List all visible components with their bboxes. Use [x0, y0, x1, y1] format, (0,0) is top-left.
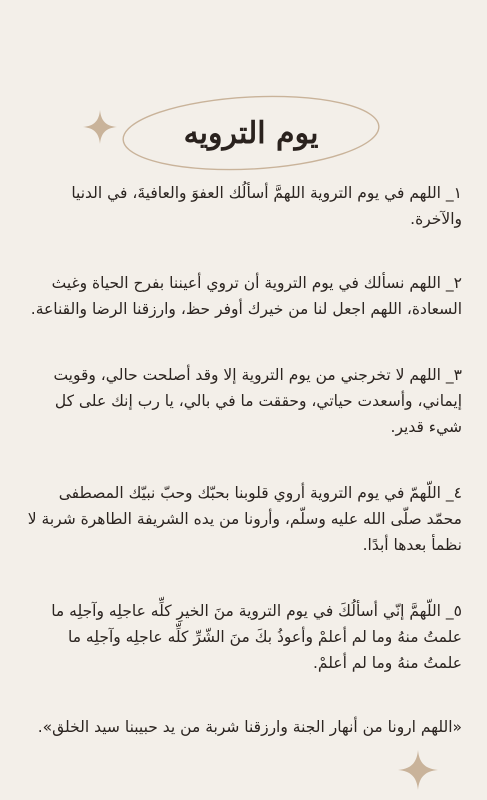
- dua-list: [26, 180, 462, 740]
- dua-paragraph-4: ٤_ اللّهمّ في يوم التروية أروي قلوبنا بحبّك وحبّ نبيّك المصطفى محمّد صلّى الله عليه وسلّم، وأرونا من يده الشريفة الطاهرة شربة لا نظمأ بعدها أبدًا.: [27, 484, 462, 554]
- sparkle-icon: [398, 750, 438, 790]
- page-title: يوم الترويه: [183, 115, 319, 151]
- dua-paragraph-5: ٥_ اللّهمَّ إنّي أسألُكَ في يوم التروية منَ الخيرِ كلِّه عاجلِه وآجلِه ما علمتُ منهُ وما لم أعلمْ وأعوذُ بكَ منَ الشّرِّ كلِّه عاجلِه وآجلِه ما علمتُ منهُ وما لم أعلمْ.: [51, 602, 462, 672]
- title-ornament: [118, 92, 384, 174]
- dua-paragraph-1: ١_ اللهم في يوم التروية اللهمَّ أسألُك العفوَ والعافيةَ، في الدنيا والآخرة.: [71, 184, 462, 228]
- dua-paragraph-3: ٣_ اللهم لا تخرجني من يوم التروية إلا وقد أصلحت حالي، وقويت إيماني، وأسعدت حياتي، وحققت ما في بالي، يا رب إنك على كل شيء قدير.: [53, 366, 462, 436]
- closing-dua: «اللهم ارونا من أنهار الجنة وارزقنا شربة من يد حبيبنا سيد الخلق».: [37, 718, 462, 736]
- dua-paragraph-2: ٢_ اللهم نسألك في يوم التروية أن تروي أعيننا بفرح الحياة وغيث السعادة، اللهم اجعل لنا من خيرك أوفر حظ، وارزقنا الرضا والقناعة.: [30, 274, 462, 318]
- sparkle-icon: [83, 110, 117, 144]
